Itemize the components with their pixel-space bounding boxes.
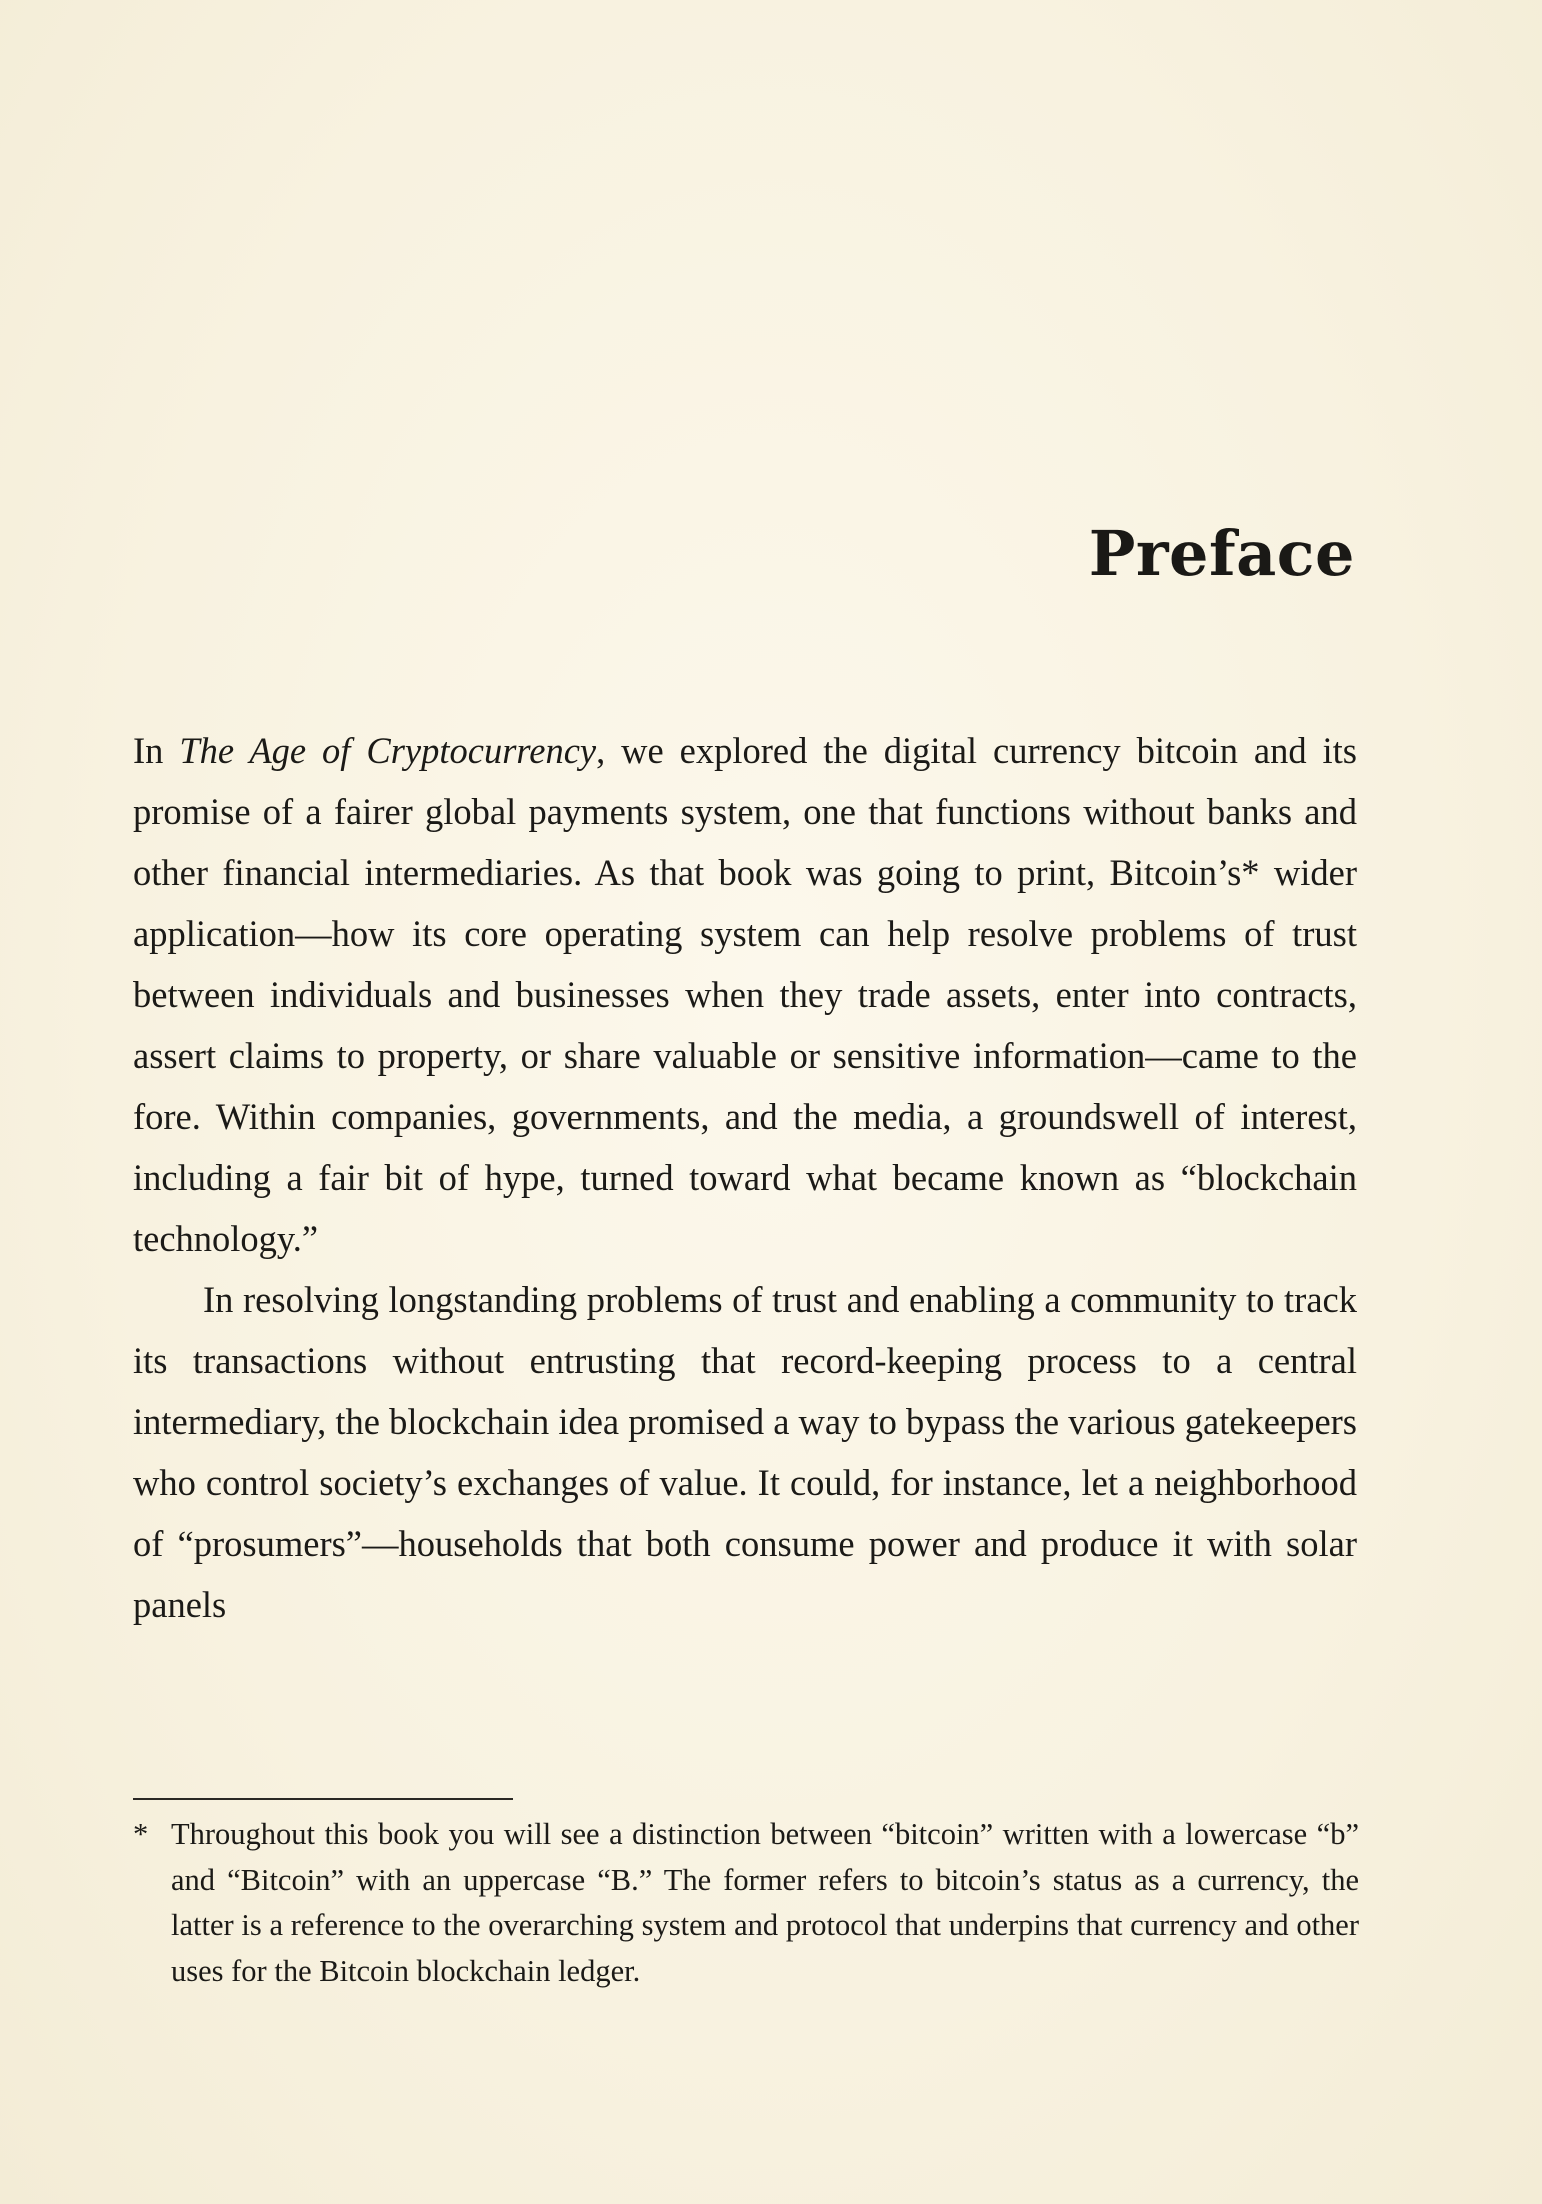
footnote-text: Throughout this book you will see a distinction between “bitcoin” written with a lowercase “b” and “Bitcoin” with an uppercase “B.” The former refers to bitcoin’s status as a currency, the latter is a reference to the overarching system and protocol that underpins that currency and other uses for the Bitcoin blockchain ledger. <box>171 1817 1359 1988</box>
paragraph-1-lead: In <box>133 730 180 771</box>
paragraph-1 <box>133 720 1357 1269</box>
footnote-divider <box>133 1798 513 1800</box>
paragraph-2: In resolving longstanding problems of trust and enabling a community to track its transactions without entrusting that record-keeping process to a central intermediary, the blockchain idea promised a way to bypass the various gatekeepers who control society’s exchanges of value. It could, for instance, let a neighborhood of “prosumers”—households that both consume power and produce it with solar panels <box>133 1279 1358 1625</box>
chapter-title: Preface <box>1088 517 1355 590</box>
footnote-marker: * <box>133 1817 149 1851</box>
body-text <box>133 720 1357 1635</box>
book-title-reference: The Age of Cryptocurrency <box>179 730 597 771</box>
footnote <box>133 1812 1359 1994</box>
paragraph-1-text: , we explored the digital currency bitcoin and its promise of a fairer global payments system, one that functions without banks and other financial intermediaries. As that book was going to print, Bitcoin’s* wider application—how its core operating system can help resolve problems of trust between individuals and businesses when they trade assets, enter into contracts, assert claims to property, or share valuable or sensitive information—came to the fore. Within companies, governments, and the media, a groundswell of interest, including a fair bit of hype, turned toward what became known as “blockchain technology.” <box>133 730 1357 1259</box>
